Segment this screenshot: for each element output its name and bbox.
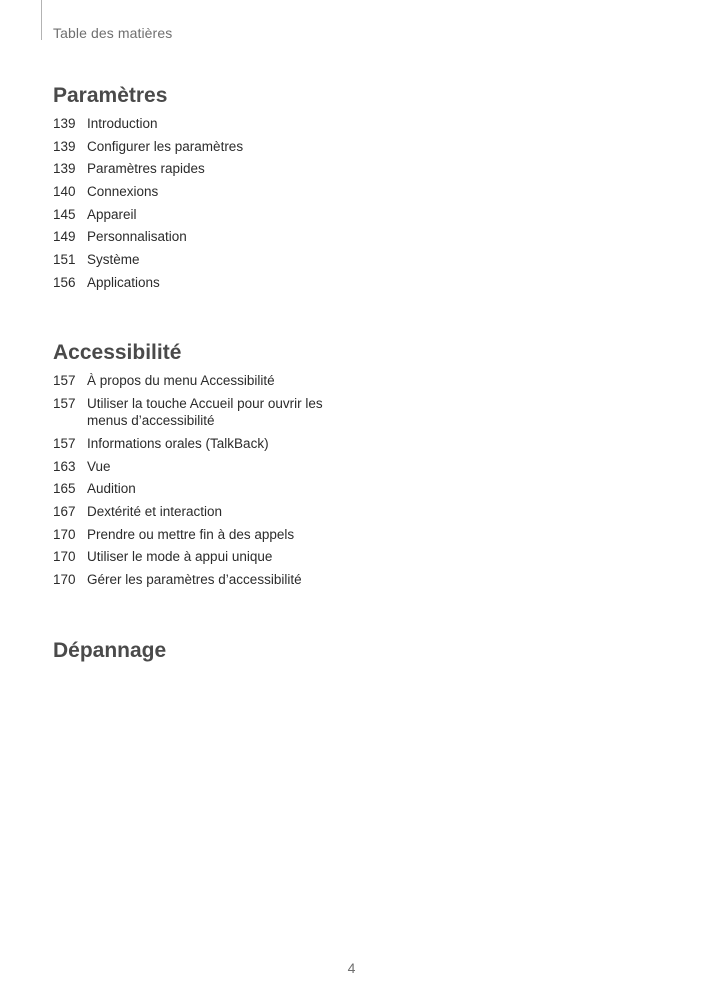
- toc-entry-label: Informations orales (TalkBack): [87, 435, 269, 451]
- toc-entry-label: À propos du menu Accessibilité: [87, 373, 275, 388]
- toc-entry-label: Introduction: [87, 116, 158, 131]
- toc-entry[interactable]: [53, 274, 383, 292]
- toc-entry[interactable]: [53, 251, 383, 269]
- toc-entry-label: Gérer les paramètres d’accessibilité: [87, 572, 302, 587]
- toc-entry-label: Système: [87, 252, 140, 268]
- toc-entry-label: Audition: [87, 481, 136, 497]
- toc-entry[interactable]: [53, 503, 383, 521]
- toc-page-number: 139: [53, 138, 76, 154]
- toc-entry-label: Connexions: [87, 184, 159, 200]
- toc-entry[interactable]: [53, 480, 383, 498]
- toc-entry-label: Paramètres rapides: [87, 161, 205, 177]
- toc-entry[interactable]: [53, 395, 383, 430]
- toc-page-number: 151: [53, 252, 76, 268]
- toc-entry-label: Utiliser le mode à appui unique: [87, 549, 273, 565]
- toc-entry[interactable]: [53, 228, 383, 246]
- toc-entry[interactable]: [53, 160, 383, 178]
- toc-list: [53, 372, 383, 589]
- toc-page-number: 156: [53, 274, 76, 290]
- toc-page-number: 145: [53, 206, 76, 222]
- toc-entry-label: Personnalisation: [87, 229, 187, 245]
- toc-entry[interactable]: [53, 526, 383, 544]
- toc-entry[interactable]: [53, 372, 383, 390]
- section-title: Paramètres: [53, 84, 168, 107]
- toc-entry[interactable]: [53, 571, 383, 589]
- toc-entry-label: Applications: [87, 274, 160, 290]
- toc-page-number: 170: [53, 549, 76, 565]
- toc-page-number: 149: [53, 229, 76, 245]
- toc-entry[interactable]: [53, 138, 383, 156]
- section-parametres: [53, 83, 383, 297]
- running-header: Table des matières: [53, 25, 173, 41]
- toc-page-number: 157: [53, 373, 76, 388]
- toc-page-number: 170: [53, 572, 76, 587]
- section-accessibilite: [53, 340, 383, 594]
- toc-page-number: 139: [53, 116, 76, 131]
- toc-page-number: 140: [53, 184, 76, 200]
- toc-entry[interactable]: [53, 435, 383, 453]
- header-divider: [41, 0, 42, 40]
- toc-entry-label: Vue: [87, 458, 111, 474]
- toc-page-number: 170: [53, 526, 76, 542]
- toc-entry-label: Appareil: [87, 206, 137, 222]
- toc-entry-label: Utiliser la touche Accueil pour ouvrir les menus d’accessibilité: [87, 395, 323, 429]
- section-title: Dépannage: [53, 639, 167, 662]
- toc-entry[interactable]: [53, 458, 383, 476]
- page-number: 4: [347, 960, 356, 976]
- toc-entry[interactable]: [53, 206, 383, 224]
- toc-entry[interactable]: [53, 548, 383, 566]
- toc-entry-label: Dextérité et interaction: [87, 503, 223, 519]
- toc-entry[interactable]: [53, 115, 383, 133]
- section-depannage: [53, 638, 383, 670]
- toc-page-number: 165: [53, 481, 76, 497]
- toc-page-number: 157: [53, 395, 76, 411]
- toc-page-number: 163: [53, 458, 76, 474]
- toc-entry[interactable]: [53, 183, 383, 201]
- toc-page-number: 139: [53, 161, 76, 177]
- toc-page-number: 167: [53, 503, 76, 519]
- toc-list: [53, 115, 383, 291]
- section-title: Accessibilité: [53, 341, 182, 364]
- toc-page-number: 157: [53, 435, 76, 451]
- toc-entry-label: Prendre ou mettre fin à des appels: [87, 526, 295, 542]
- toc-entry-label: Configurer les paramètres: [87, 138, 244, 154]
